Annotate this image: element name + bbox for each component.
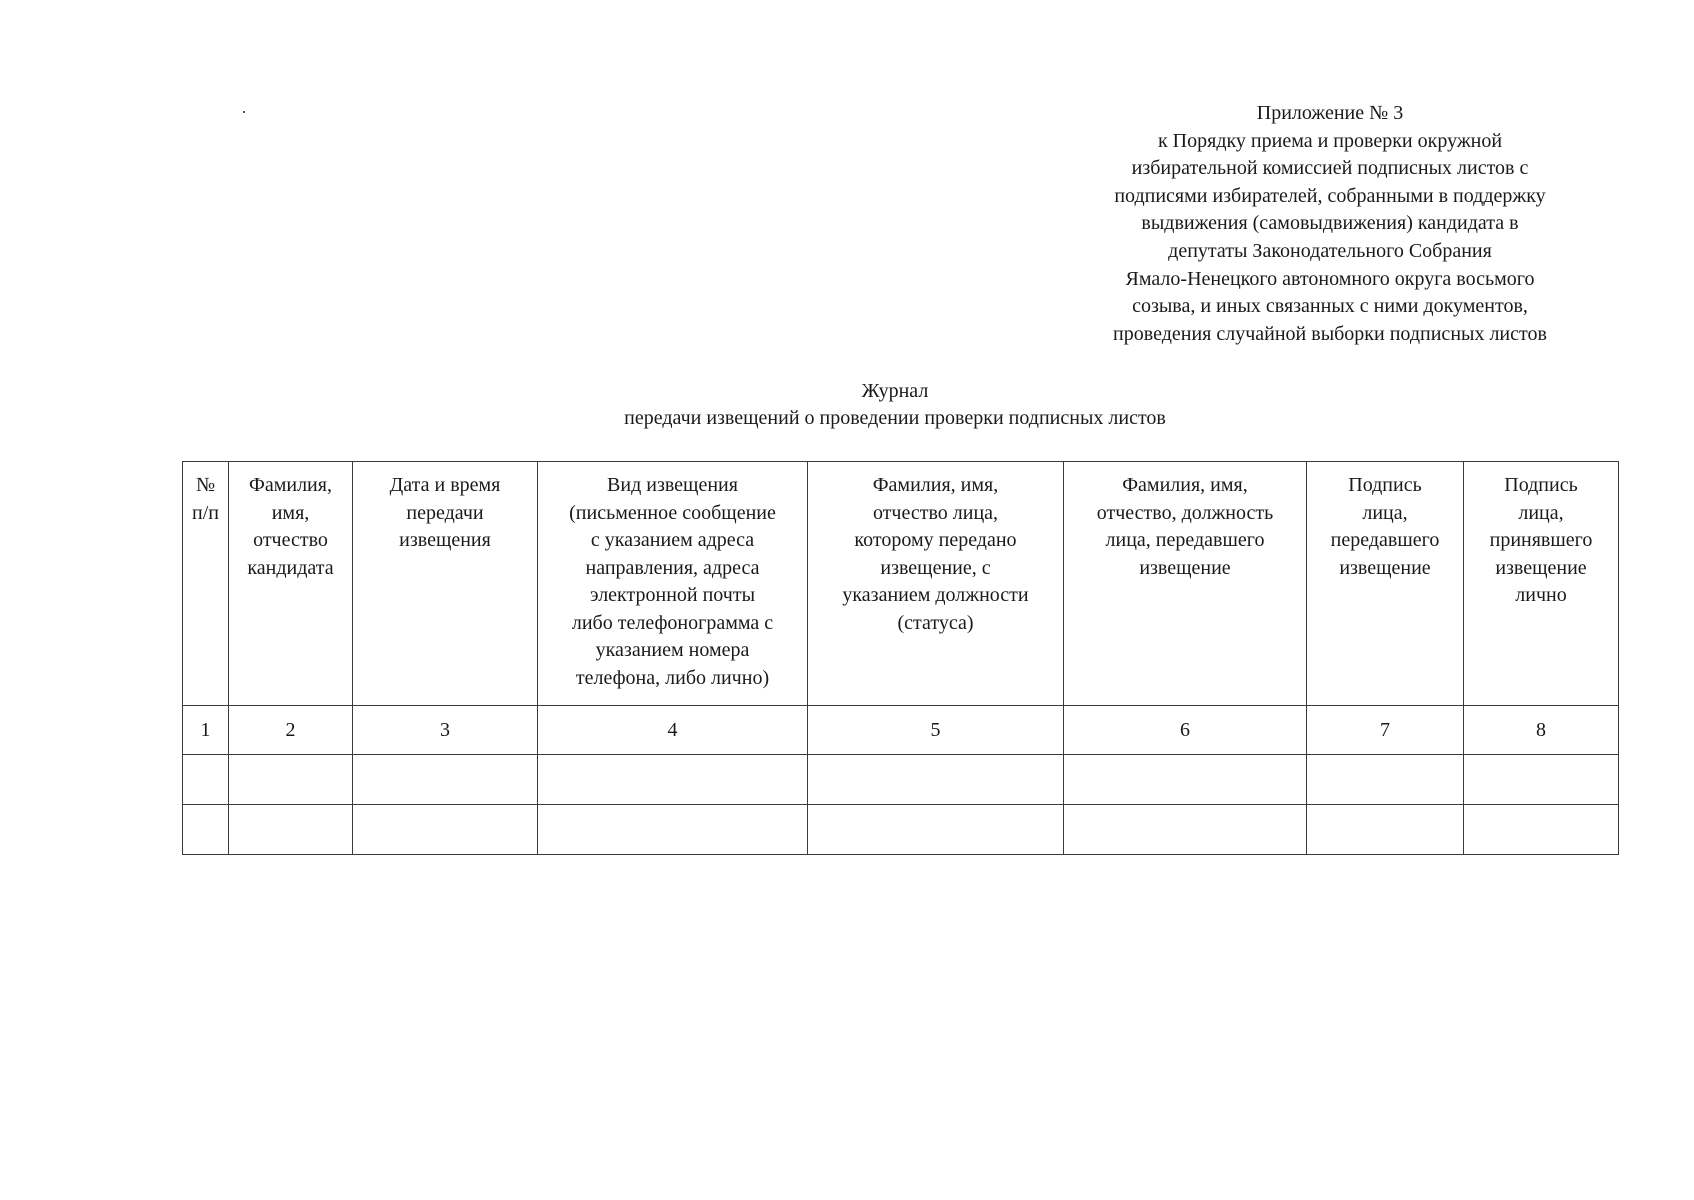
empty-cell <box>1464 805 1619 855</box>
column-number-cell: 3 <box>353 706 538 755</box>
empty-cell <box>1064 755 1307 805</box>
journal-table <box>182 461 1619 855</box>
column-header-sender: Фамилия, имя, отчество, должность лица, передавшего извещение <box>1064 462 1307 706</box>
empty-cell <box>229 805 353 855</box>
empty-cell <box>183 805 229 855</box>
appendix-line: подписями избирателей, собранными в поддержку <box>1114 184 1546 207</box>
empty-cell <box>808 805 1064 855</box>
appendix-line: к Порядку приема и проверки окружной <box>1157 129 1503 152</box>
empty-cell <box>538 755 808 805</box>
empty-cell <box>1307 755 1464 805</box>
appendix-line: проведения случайной выборки подписных листов <box>1113 322 1547 345</box>
column-header-number: № п/п <box>183 462 229 706</box>
empty-cell <box>353 805 538 855</box>
table-row <box>183 755 1619 805</box>
column-header-recipient-signature: Подпись лица, принявшего извещение лично <box>1464 462 1619 706</box>
empty-cell <box>229 755 353 805</box>
column-number-cell: 8 <box>1464 706 1619 755</box>
column-numbers-row <box>183 706 1619 755</box>
journal-subtitle: передачи извещений о проведении проверки подписных листов <box>624 407 1166 429</box>
empty-cell <box>353 755 538 805</box>
journal-heading <box>0 378 1694 432</box>
column-number-cell: 1 <box>183 706 229 755</box>
empty-cell <box>1307 805 1464 855</box>
column-header-recipient: Фамилия, имя, отчество лица, которому передано извещение, с указанием должности (статуса) <box>808 462 1064 706</box>
table-row <box>183 805 1619 855</box>
appendix-header <box>1060 100 1600 348</box>
header-row <box>183 462 1619 706</box>
column-number-cell: 4 <box>538 706 808 755</box>
empty-cell <box>183 755 229 805</box>
appendix-line: Приложение № 3 <box>1256 102 1404 124</box>
appendix-line: Ямало-Ненецкого автономного округа восьмого <box>1125 267 1535 290</box>
journal-title: Журнал <box>861 380 929 402</box>
column-header-sender-signature: Подпись лица, передавшего извещение <box>1307 462 1464 706</box>
column-number-cell: 7 <box>1307 706 1464 755</box>
column-header-candidate: Фамилия, имя, отчество кандидата <box>229 462 353 706</box>
appendix-line: избирательной комиссией подписных листов с <box>1131 157 1529 180</box>
scan-speck <box>243 111 245 113</box>
appendix-line: депутаты Законодательного Собрания <box>1168 239 1492 262</box>
empty-cell <box>1064 805 1307 855</box>
empty-cell <box>538 805 808 855</box>
column-number-cell: 5 <box>808 706 1064 755</box>
column-header-notice-type: Вид извещения (письменное сообщение с указанием адреса направления, адреса электронной почты либо телефонограмма с указанием номера телефона, либо лично) <box>538 462 808 706</box>
empty-cell <box>808 755 1064 805</box>
empty-cell <box>1464 755 1619 805</box>
appendix-line: созыва, и иных связанных с ними документов, <box>1132 295 1528 318</box>
column-number-cell: 2 <box>229 706 353 755</box>
column-number-cell: 6 <box>1064 706 1307 755</box>
appendix-line: выдвижения (самовыдвижения) кандидата в <box>1141 212 1519 235</box>
column-header-datetime: Дата и время передачи извещения <box>353 462 538 706</box>
